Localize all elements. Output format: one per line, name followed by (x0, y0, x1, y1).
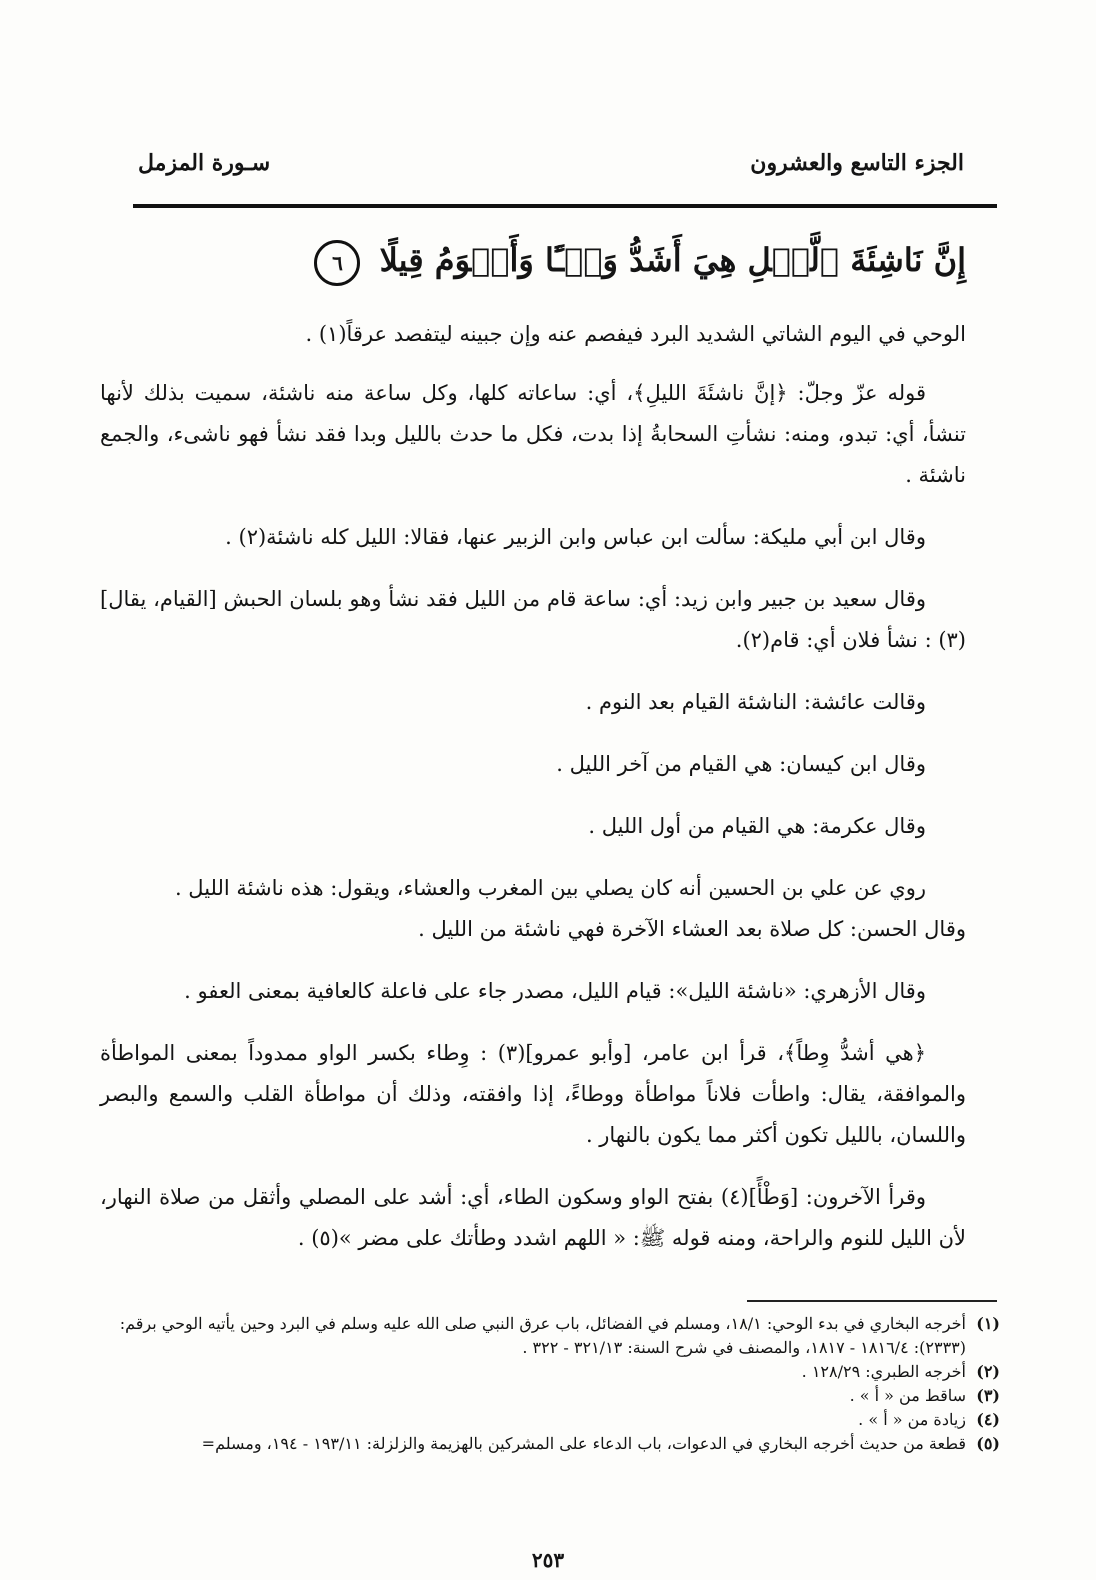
footnote (100, 1312, 1000, 1360)
paragraph: قوله عزّ وجلّ: ﴿إنَّ ناشئَةَ الليلِ﴾، أي: ساعاته كلها، وكل ساعة منه ناشئة، سميت بذلك لأنها تنشأ، أي: تبدو، ومنه: نشأتِ السحابةُ إذا بدت، فكل ما حدث بالليل وبدا فقد نشأ فهو ناشىء، والجمع ناشئة . (100, 381, 966, 487)
paragraph: وقال ابن كيسان: هي القيام من آخر الليل . (556, 752, 926, 776)
footnote-text: أخرجه البخاري في بدء الوحي: ١٨/١، ومسلم في الفضائل، باب عرق النبي صلى الله عليه وسلم في البرد وحين يأتيه الوحي برقم: (٢٣٣٣): ١٨١٦/٤ - ١٨١٧، والمصنف في شرح السنة: ٣٢١/١٣ - ٣٢٢ . (119, 1314, 966, 1357)
commentary-body (100, 314, 966, 1280)
footnote-rule (747, 1300, 997, 1302)
footnote-text: أخرجه الطبري: ١٢٨/٢٩ . (801, 1362, 966, 1381)
paragraph: وقال الحسن: كل صلاة بعد العشاء الآخرة فهي ناشئة من الليل . (418, 917, 966, 941)
footnote (100, 1360, 1000, 1384)
footnote (100, 1408, 1000, 1432)
paragraph: ﴿هي أشدُّ وِطاً﴾، قرأ ابن عامر، [وأبو عمرو](٣) : وِطاء بكسر الواو ممدوداً بمعنى المواطأة والموافقة، يقال: واطأت فلاناً مواطأة ووطاءً، إذا وافقته، وذلك أن مواطأة القلب والسمع والبصر واللسان، بالليل تكون أكثر مما يكون بالنهار . (100, 1041, 966, 1147)
footnote (100, 1384, 1000, 1408)
footnote-number: (٣) (976, 1386, 1000, 1405)
header-rule (133, 204, 997, 208)
paragraph: روي عن علي بن الحسين أنه كان يصلي بين المغرب والعشاء، ويقول: هذه ناشئة الليل . (174, 876, 926, 900)
footnote-number: (١) (976, 1314, 1000, 1333)
paragraph: الوحي في اليوم الشاتي الشديد البرد فيفصم عنه وإن جبينه ليتفصد عرقاً(١) . (305, 322, 966, 346)
footnote-text: ساقط من « أ » . (849, 1386, 966, 1405)
verse-text: إِنَّ نَاشِئَةَ ٱلَّيۡلِ هِيَ أَشَدُّ وَطۡـًٔا وَأَقۡوَمُ قِيلًا (379, 241, 966, 279)
running-header-part: الجزء التاسع والعشرون (750, 150, 964, 176)
paragraph: وقال عكرمة: هي القيام من أول الليل . (588, 814, 926, 838)
footnote-number: (٤) (976, 1410, 1000, 1429)
paragraph: وقال الأزهري: «ناشئة الليل»: قيام الليل، مصدر جاء على فاعلة كالعافية بمعنى العفو . (184, 979, 926, 1003)
footnote-number: (٥) (976, 1434, 1000, 1453)
ayah-number-marker: ٦ (314, 240, 360, 286)
footnote-number: (٢) (976, 1362, 1000, 1381)
paragraph: وقالت عائشة: الناشئة القيام بعد النوم . (585, 690, 926, 714)
running-header-surah: سـورة المزمل (138, 150, 271, 176)
footnote (100, 1432, 1000, 1456)
paragraph: وقال سعيد بن جبير وابن زيد: أي: ساعة قام من الليل فقد نشأ وهو بلسان الحبش [القيام، يقال](٣) : نشأ فلان أي: قام(٢). (100, 587, 966, 652)
footnote-text: قطعة من حديث أخرجه البخاري في الدعوات، باب الدعاء على المشركين بالهزيمة والزلزلة: ١٩٣/١١ - ١٩٤، ومسلم= (201, 1434, 966, 1453)
footnote-text: زيادة من « أ » . (858, 1410, 966, 1429)
quran-verse (106, 232, 966, 288)
paragraph: وقال ابن أبي مليكة: سألت ابن عباس وابن الزبير عنها، فقالا: الليل كله ناشئة(٢) . (225, 525, 926, 549)
paragraph: وقرأ الآخرون: [وَطْأً](٤) بفتح الواو وسكون الطاء، أي: أشد على المصلي وأثقل من صلاة النهار، لأن الليل للنوم والراحة، ومنه قوله ﷺ: « اللهم اشدد وطأتك على مضر »(٥) . (100, 1185, 966, 1250)
footnotes (100, 1312, 1000, 1456)
page-number: ٢٥٣ (531, 1548, 565, 1572)
